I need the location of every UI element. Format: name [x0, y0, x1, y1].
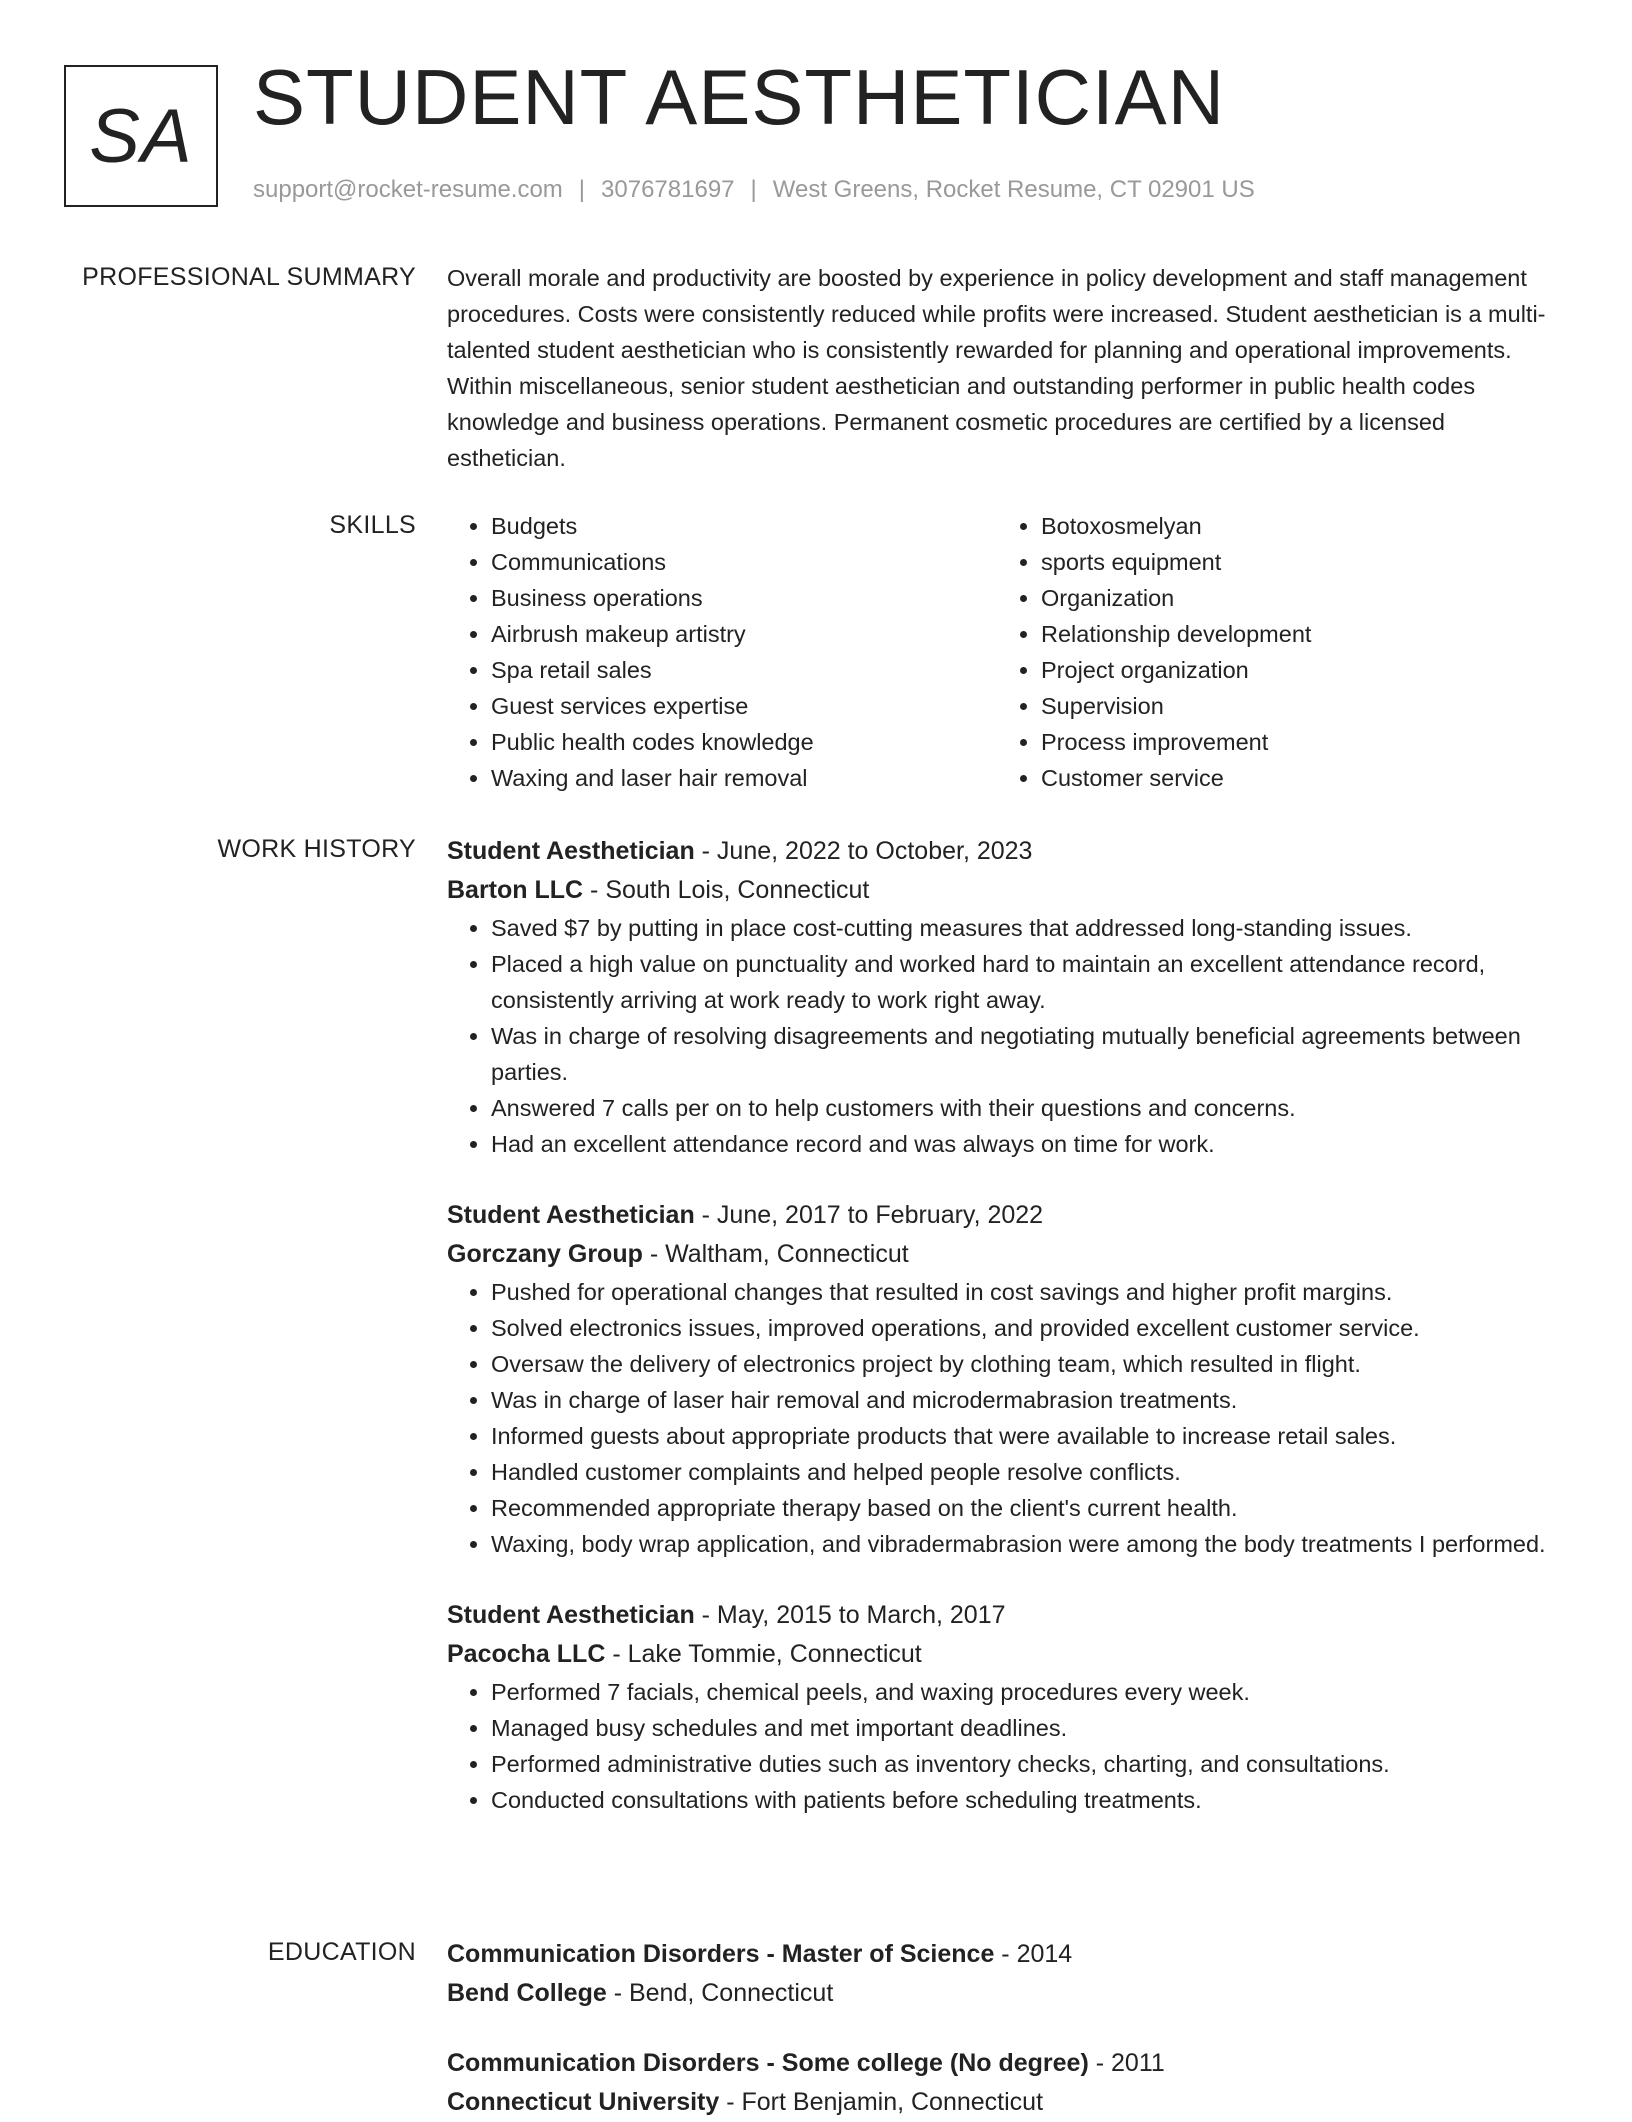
- monogram-text: SA: [89, 93, 193, 179]
- education-entry: [447, 2044, 1547, 2122]
- skill-item: • Guest services expertise: [491, 688, 997, 724]
- education-degree-line: [447, 2044, 1547, 2083]
- education-degree-line: [447, 1935, 1547, 1974]
- job-bullet: • Was in charge of resolving disagreements and negotiating mutually beneficial agreements between parties.: [491, 1018, 1547, 1090]
- education-school-line: [447, 1974, 1547, 2013]
- skill-item: • Communications: [491, 544, 997, 580]
- skill-item: • Organization: [1041, 580, 1547, 616]
- skill-item: • Project organization: [1041, 652, 1547, 688]
- skill-item: • Business operations: [491, 580, 997, 616]
- skill-item: • Spa retail sales: [491, 652, 997, 688]
- job-bullet: • Managed busy schedules and met important deadlines.: [491, 1710, 1547, 1746]
- section-label-skills: SKILLS: [329, 511, 416, 539]
- contact-phone: 3076781697: [601, 176, 735, 203]
- contact-email: support@rocket-resume.com: [253, 176, 563, 203]
- job-bullet-list: [447, 910, 1547, 1162]
- job-company-line: [447, 1635, 1547, 1674]
- job-bullet: • Saved $7 by putting in place cost-cutting measures that addressed long-standing issues.: [491, 910, 1547, 946]
- job-dates: - May, 2015 to March, 2017: [694, 1601, 1006, 1629]
- job-bullet: • Performed administrative duties such as inventory checks, charting, and consultations.: [491, 1746, 1547, 1782]
- job-bullet-list: [447, 1674, 1547, 1818]
- skill-item: • Process improvement: [1041, 724, 1547, 760]
- summary-body: [447, 260, 1547, 476]
- skill-item: • Waxing and laser hair removal: [491, 760, 997, 796]
- job-bullet-list: [447, 1274, 1547, 1562]
- skill-item: • Airbrush makeup artistry: [491, 616, 997, 652]
- job-bullet: • Informed guests about appropriate products that were available to increase retail sales.: [491, 1418, 1547, 1454]
- education-location: - Fort Benjamin, Connecticut: [719, 2088, 1044, 2116]
- education-school: Bend College: [447, 1979, 607, 2007]
- job-bullet: • Handled customer complaints and helped people resolve conflicts.: [491, 1454, 1547, 1490]
- monogram-badge: [64, 65, 218, 207]
- job-company: Barton LLC: [447, 876, 584, 904]
- education-school: Connecticut University: [447, 2088, 720, 2116]
- job-bullet: • Was in charge of laser hair removal and microdermabrasion treatments.: [491, 1382, 1547, 1418]
- job-entry: [447, 832, 1547, 1162]
- job-entry: [447, 1596, 1547, 1818]
- work-history-body: [447, 832, 1547, 1818]
- contact-separator: |: [578, 176, 586, 203]
- summary-text: Overall morale and productivity are boosted by experience in policy development and staff management procedures. Costs were consistently reduced while profits were increased. Student aesthetician is a multi-talented student aesthetician who is consistently rewarded for planning and operational improvements. Within miscellaneous, senior student aesthetician and outstanding performer in public health codes knowledge and business operations. Permanent cosmetic procedures are certified by a licensed esthetician.: [447, 265, 1546, 471]
- contact-separator: |: [750, 176, 757, 203]
- job-location: - Lake Tommie, Connecticut: [605, 1640, 922, 1668]
- job-company-line: [447, 871, 1547, 910]
- education-degree: Communication Disorders - Some college (No degree): [447, 2049, 1089, 2077]
- job-dates: - June, 2017 to February, 2022: [694, 1201, 1044, 1229]
- job-bullet: • Waxing, body wrap application, and vibradermabrasion were among the body treatments I performed.: [491, 1526, 1547, 1562]
- job-entry: [447, 1196, 1547, 1562]
- education-school-line: [447, 2083, 1547, 2122]
- job-bullet: • Oversaw the delivery of electronics project by clothing team, which resulted in flight.: [491, 1346, 1547, 1382]
- skill-item: • sports equipment: [1041, 544, 1547, 580]
- job-bullet: • Conducted consultations with patients before scheduling treatments.: [491, 1782, 1547, 1818]
- job-bullet: • Had an excellent attendance record and was always on time for work.: [491, 1126, 1547, 1162]
- skills-column-right: [997, 508, 1547, 796]
- job-title-line: [447, 832, 1547, 871]
- education-body: [447, 1935, 1547, 2122]
- job-title-line: [447, 1596, 1547, 1635]
- job-bullet: • Pushed for operational changes that resulted in cost savings and higher profit margins.: [491, 1274, 1547, 1310]
- contact-line: [253, 176, 1255, 204]
- education-location: - Bend, Connecticut: [606, 1979, 834, 2007]
- education-year: - 2011: [1088, 2049, 1165, 2077]
- job-title: Student Aesthetician: [447, 1601, 695, 1629]
- section-label-summary: PROFESSIONAL SUMMARY: [82, 263, 416, 291]
- education-degree: Communication Disorders - Master of Science: [447, 1940, 995, 1968]
- job-title-line: [447, 1196, 1547, 1235]
- contact-address: West Greens, Rocket Resume, CT 02901 US: [772, 176, 1255, 203]
- skill-item: • Relationship development: [1041, 616, 1547, 652]
- skill-item: • Budgets: [491, 508, 997, 544]
- job-company-line: [447, 1235, 1547, 1274]
- section-label-education: EDUCATION: [267, 1938, 416, 1966]
- job-title: Student Aesthetician: [447, 837, 695, 865]
- job-title: Student Aesthetician: [447, 1201, 695, 1229]
- skill-item: • Supervision: [1041, 688, 1547, 724]
- skill-item: • Botoxosmelyan: [1041, 508, 1547, 544]
- job-company: Pacocha LLC: [447, 1640, 606, 1668]
- skill-item: • Customer service: [1041, 760, 1547, 796]
- job-dates: - June, 2022 to October, 2023: [694, 837, 1033, 865]
- job-company: Gorczany Group: [447, 1240, 643, 1268]
- skill-item: • Public health codes knowledge: [491, 724, 997, 760]
- job-bullet: • Answered 7 calls per on to help customers with their questions and concerns.: [491, 1090, 1547, 1126]
- section-label-work-history: WORK HISTORY: [217, 835, 416, 863]
- education-year: - 2014: [994, 1940, 1073, 1968]
- skills-body: [447, 508, 1547, 796]
- education-entry: [447, 1935, 1547, 2013]
- job-bullet: • Solved electronics issues, improved operations, and provided excellent customer service.: [491, 1310, 1547, 1346]
- skills-column-left: [447, 508, 997, 796]
- job-bullet: • Recommended appropriate therapy based on the client's current health.: [491, 1490, 1547, 1526]
- job-location: - South Lois, Connecticut: [583, 876, 870, 904]
- job-bullet: • Placed a high value on punctuality and worked hard to maintain an excellent attendance record, consistently arriving at work ready to work right away.: [491, 946, 1547, 1018]
- job-location: - Waltham, Connecticut: [642, 1240, 909, 1268]
- resume-title: STUDENT AESTHETICIAN: [253, 53, 1226, 141]
- job-bullet: • Performed 7 facials, chemical peels, and waxing procedures every week.: [491, 1674, 1547, 1710]
